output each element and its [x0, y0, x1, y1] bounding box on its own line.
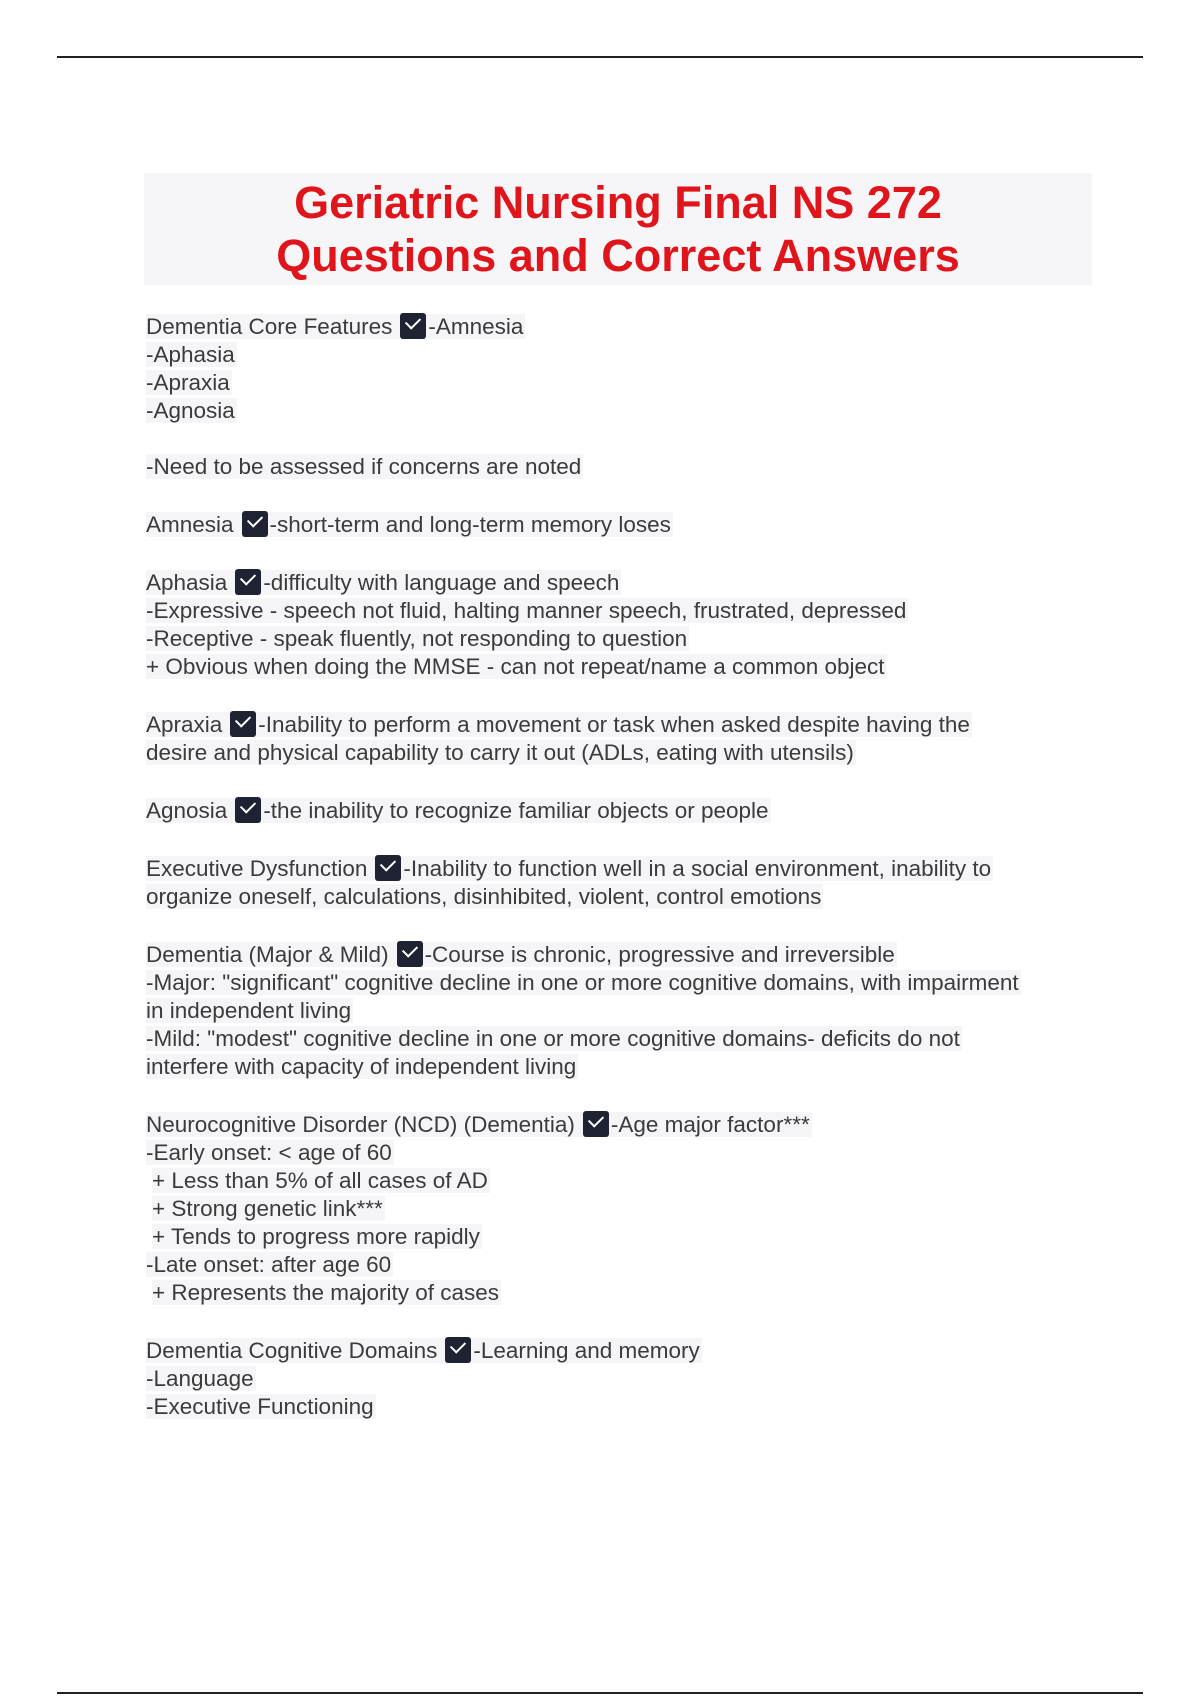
entry-term: Neurocognitive Disorder (NCD) (Dementia): [146, 1112, 575, 1137]
check-icon: [235, 797, 261, 823]
flashcard-entry: [146, 569, 1096, 681]
flashcard-entry: [146, 711, 1096, 767]
entry-answer-line: -Aphasia: [146, 342, 235, 367]
entry-answer-line: -Need to be assessed if concerns are noted: [146, 454, 582, 479]
entry-answer-line: + Strong genetic link***: [152, 1196, 383, 1221]
check-icon: [375, 855, 401, 881]
entry-term: Agnosia: [146, 798, 228, 823]
entry-answer-line: -Expressive - speech not fluid, halting manner speech, frustrated, depressed: [146, 598, 907, 623]
check-icon: [397, 941, 423, 967]
flashcard-entry: [146, 797, 1096, 825]
entry-term: Aphasia: [146, 570, 228, 595]
flashcard-list: [146, 313, 1096, 1451]
flashcard-entry: [146, 1111, 1096, 1307]
top-rule: [57, 56, 1143, 58]
entry-answer-line: -Mild: "modest" cognitive decline in one or more cognitive domains- deficits do not: [146, 1026, 960, 1051]
entry-term: Apraxia: [146, 712, 223, 737]
entry-answer-line: + Obvious when doing the MMSE - can not repeat/name a common object: [146, 654, 885, 679]
entry-answer-line: -Early onset: < age of 60: [146, 1140, 392, 1165]
check-icon: [230, 711, 256, 737]
entry-term: Dementia (Major & Mild): [146, 942, 389, 967]
flashcard-entry: [146, 941, 1096, 1081]
entry-term: Amnesia: [146, 512, 234, 537]
entry-term: Dementia Core Features: [146, 314, 393, 339]
entry-answer-line: desire and physical capability to carry it out (ADLs, eating with utensils): [146, 740, 854, 765]
entry-answer-line: -the inability to recognize familiar objects or people: [263, 798, 769, 823]
check-icon: [242, 511, 268, 537]
flashcard-entry: [146, 511, 1096, 539]
entry-answer-line: -Course is chronic, progressive and irreversible: [424, 942, 895, 967]
entry-answer-line: -Inability to function well in a social environment, inability to: [403, 856, 992, 881]
check-icon: [400, 313, 426, 339]
entry-answer-line: -Apraxia: [146, 370, 230, 395]
title-line-2: Questions and Correct Answers: [276, 230, 960, 281]
flashcard-entry: [146, 313, 1096, 481]
entry-answer-line: -Agnosia: [146, 398, 235, 423]
entry-answer-line: -Major: "significant" cognitive decline in one or more cognitive domains, with impairment: [146, 970, 1019, 995]
entry-answer-line: -Inability to perform a movement or task when asked despite having the: [258, 712, 970, 737]
entry-term: Dementia Cognitive Domains: [146, 1338, 438, 1363]
title-line-1: Geriatric Nursing Final NS 272: [294, 177, 942, 228]
entry-answer-line: organize oneself, calculations, disinhibited, violent, control emotions: [146, 884, 822, 909]
entry-answer-line: -difficulty with language and speech: [263, 570, 620, 595]
entry-answer-line: -Amnesia: [428, 314, 524, 339]
check-icon: [235, 569, 261, 595]
entry-answer-line: interfere with capacity of independent living: [146, 1054, 577, 1079]
entry-answer-line: + Tends to progress more rapidly: [152, 1224, 480, 1249]
bottom-rule: [57, 1692, 1143, 1694]
check-icon: [445, 1337, 471, 1363]
entry-answer-line: -Learning and memory: [473, 1338, 700, 1363]
document-title: [144, 173, 1092, 285]
entry-answer-line: -Executive Functioning: [146, 1394, 374, 1419]
flashcard-entry: [146, 1337, 1096, 1421]
entry-answer-line: -Age major factor***: [610, 1112, 810, 1137]
entry-answer-line: in independent living: [146, 998, 352, 1023]
entry-answer-line: + Less than 5% of all cases of AD: [152, 1168, 488, 1193]
entry-answer-line: -Receptive - speak fluently, not responding to question: [146, 626, 688, 651]
flashcard-entry: [146, 855, 1096, 911]
entry-answer-line: -short-term and long-term memory loses: [269, 512, 671, 537]
entry-answer-line: + Represents the majority of cases: [152, 1280, 500, 1305]
entry-term: Executive Dysfunction: [146, 856, 368, 881]
check-icon: [583, 1111, 609, 1137]
entry-answer-line: -Language: [146, 1366, 254, 1391]
entry-answer-line: -Late onset: after age 60: [146, 1252, 392, 1277]
